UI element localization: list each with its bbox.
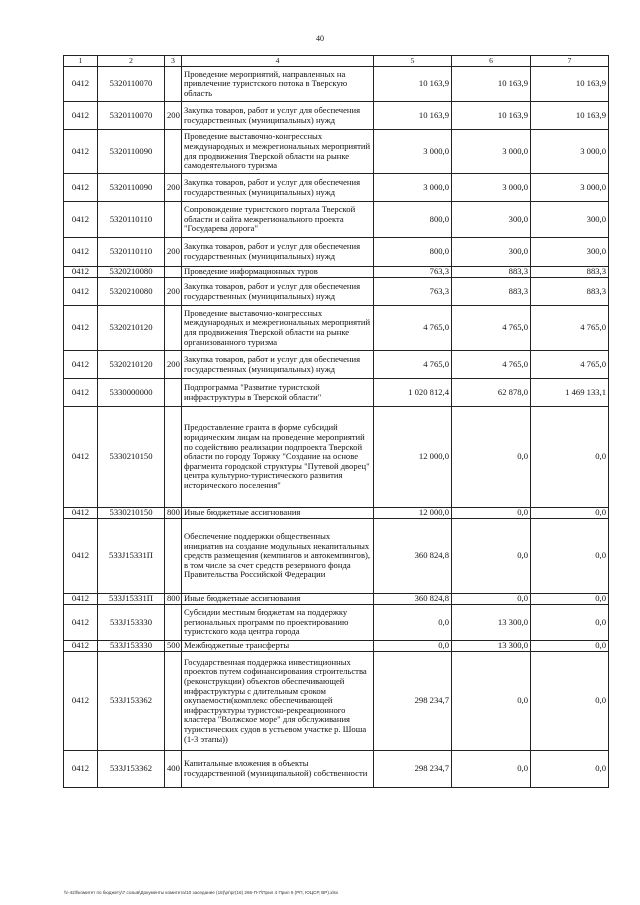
amount-2023-cell: 763,3	[374, 278, 452, 306]
amount-2025-cell: 0,0	[531, 508, 609, 519]
amount-2023-cell: 12 000,0	[374, 407, 452, 508]
target-code-cell: 5320210080	[98, 278, 165, 306]
section-code-cell: 0412	[64, 751, 98, 788]
expense-type-cell: 800	[165, 508, 182, 519]
amount-2024-cell: 4 765,0	[452, 306, 531, 351]
amount-2025-cell: 300,0	[531, 238, 609, 267]
amount-2025-cell: 0,0	[531, 594, 609, 605]
amount-2024-cell: 62 878,0	[452, 379, 531, 407]
table-row	[64, 67, 609, 102]
section-code-cell: 0412	[64, 508, 98, 519]
amount-2023-cell: 800,0	[374, 238, 452, 267]
amount-2025-cell: 1 469 133,1	[531, 379, 609, 407]
target-code-cell: 5320110070	[98, 102, 165, 130]
description-cell: Иные бюджетные ассигнования	[182, 508, 374, 519]
expense-type-cell	[165, 267, 182, 278]
amount-2025-cell: 10 163,9	[531, 67, 609, 102]
expense-type-cell: 200	[165, 102, 182, 130]
section-code-cell: 0412	[64, 278, 98, 306]
target-code-cell: 5320110110	[98, 202, 165, 238]
table-row	[64, 306, 609, 351]
amount-2025-cell: 883,3	[531, 267, 609, 278]
header-col-1: 1	[64, 56, 98, 67]
header-col-7: 7	[531, 56, 609, 67]
expense-type-cell	[165, 202, 182, 238]
target-code-cell: 5320110090	[98, 130, 165, 174]
amount-2024-cell: 4 765,0	[452, 351, 531, 379]
amount-2023-cell: 800,0	[374, 202, 452, 238]
target-code-cell: 5330210150	[98, 508, 165, 519]
amount-2024-cell: 300,0	[452, 238, 531, 267]
table-body	[64, 67, 609, 788]
amount-2023-cell: 4 765,0	[374, 306, 452, 351]
table-row	[64, 130, 609, 174]
expense-type-cell	[165, 306, 182, 351]
amount-2023-cell: 360 824,8	[374, 519, 452, 594]
amount-2024-cell: 300,0	[452, 202, 531, 238]
description-cell: Проведение мероприятий, направленных на привлечение туристского потока в Тверскую область	[182, 67, 374, 102]
description-cell: Закупка товаров, работ и услуг для обеспечения государственных (муниципальных) нужд	[182, 102, 374, 130]
target-code-cell: 5320210120	[98, 306, 165, 351]
page-number: 40	[316, 34, 324, 43]
amount-2025-cell: 4 765,0	[531, 351, 609, 379]
target-code-cell: 5320210080	[98, 267, 165, 278]
section-code-cell: 0412	[64, 102, 98, 130]
amount-2025-cell: 3 000,0	[531, 174, 609, 202]
amount-2024-cell: 0,0	[452, 508, 531, 519]
target-code-cell: 5320110090	[98, 174, 165, 202]
amount-2023-cell: 0,0	[374, 641, 452, 652]
amount-2024-cell: 3 000,0	[452, 174, 531, 202]
section-code-cell: 0412	[64, 605, 98, 641]
section-code-cell: 0412	[64, 594, 98, 605]
section-code-cell: 0412	[64, 652, 98, 751]
description-cell: Подпрограмма "Развитие туристской инфраструктуры в Тверской области"	[182, 379, 374, 407]
description-cell: Обеспечение поддержки общественных инициатив на создание модульных некапитальных средств размещения (кемпингов и автокемпингов), в том числе за счет средств резервного фонда Правительства Российской Федерации	[182, 519, 374, 594]
description-cell: Капитальные вложения в объекты государственной (муниципальной) собственности	[182, 751, 374, 788]
header-col-3: 3	[165, 56, 182, 67]
table-row	[64, 508, 609, 519]
expense-type-cell	[165, 652, 182, 751]
table-row	[64, 102, 609, 130]
amount-2025-cell: 0,0	[531, 407, 609, 508]
header-col-5: 5	[374, 56, 452, 67]
section-code-cell: 0412	[64, 641, 98, 652]
table-row	[64, 202, 609, 238]
section-code-cell: 0412	[64, 238, 98, 267]
section-code-cell: 0412	[64, 407, 98, 508]
amount-2024-cell: 0,0	[452, 519, 531, 594]
description-cell: Закупка товаров, работ и услуг для обеспечения государственных (муниципальных) нужд	[182, 278, 374, 306]
target-code-cell: 5320110070	[98, 67, 165, 102]
expense-type-cell	[165, 379, 182, 407]
target-code-cell: 533J153362	[98, 751, 165, 788]
target-code-cell: 5320110110	[98, 238, 165, 267]
amount-2025-cell: 300,0	[531, 202, 609, 238]
expense-type-cell	[165, 407, 182, 508]
budget-table	[63, 55, 609, 788]
description-cell: Иные бюджетные ассигнования	[182, 594, 374, 605]
amount-2024-cell: 10 163,9	[452, 102, 531, 130]
amount-2024-cell: 883,3	[452, 267, 531, 278]
section-code-cell: 0412	[64, 379, 98, 407]
amount-2025-cell: 3 000,0	[531, 130, 609, 174]
amount-2024-cell: 10 163,9	[452, 67, 531, 102]
target-code-cell: 5330210150	[98, 407, 165, 508]
amount-2023-cell: 12 000,0	[374, 508, 452, 519]
description-cell: Проведение информационных туров	[182, 267, 374, 278]
amount-2024-cell: 13 300,0	[452, 605, 531, 641]
target-code-cell: 533J153330	[98, 641, 165, 652]
table-row	[64, 594, 609, 605]
amount-2025-cell: 0,0	[531, 641, 609, 652]
amount-2024-cell: 0,0	[452, 594, 531, 605]
expense-type-cell: 800	[165, 594, 182, 605]
target-code-cell: 533J15331П	[98, 519, 165, 594]
section-code-cell: 0412	[64, 130, 98, 174]
table-row	[64, 652, 609, 751]
amount-2023-cell: 1 020 812,4	[374, 379, 452, 407]
table-header-row	[64, 56, 609, 67]
target-code-cell: 533J15331П	[98, 594, 165, 605]
amount-2023-cell: 360 824,8	[374, 594, 452, 605]
amount-2023-cell: 0,0	[374, 605, 452, 641]
amount-2023-cell: 763,3	[374, 267, 452, 278]
section-code-cell: 0412	[64, 267, 98, 278]
amount-2025-cell: 883,3	[531, 278, 609, 306]
expense-type-cell: 200	[165, 174, 182, 202]
footer-file-path: \\r-42\l\комитет по бюджету\7 созыв\Документы комитета\10 заседание (16)\pr\pr(16) 266-П-7\Прил 4 Прил 6 (РП, ЮЦСР, ВР).xlsx	[64, 890, 339, 895]
table-row	[64, 519, 609, 594]
amount-2025-cell: 0,0	[531, 605, 609, 641]
table-row	[64, 751, 609, 788]
section-code-cell: 0412	[64, 67, 98, 102]
amount-2023-cell: 298 234,7	[374, 652, 452, 751]
description-cell: Проведение выставочно-конгрессных международных и межрегиональных мероприятий для продвижения Тверской области на рынке самодеятельного туризма	[182, 130, 374, 174]
table-row	[64, 174, 609, 202]
description-cell: Закупка товаров, работ и услуг для обеспечения государственных (муниципальных) нужд	[182, 351, 374, 379]
amount-2025-cell: 0,0	[531, 519, 609, 594]
expense-type-cell: 400	[165, 751, 182, 788]
section-code-cell: 0412	[64, 174, 98, 202]
section-code-cell: 0412	[64, 202, 98, 238]
target-code-cell: 5330000000	[98, 379, 165, 407]
table-row	[64, 267, 609, 278]
amount-2024-cell: 0,0	[452, 652, 531, 751]
expense-type-cell: 200	[165, 351, 182, 379]
amount-2025-cell: 0,0	[531, 751, 609, 788]
table-row	[64, 605, 609, 641]
amount-2024-cell: 883,3	[452, 278, 531, 306]
description-cell: Сопровождение туристского портала Тверской области и сайта межрегионального проекта "Государева дорога"	[182, 202, 374, 238]
table-row	[64, 379, 609, 407]
amount-2023-cell: 3 000,0	[374, 130, 452, 174]
expense-type-cell: 200	[165, 278, 182, 306]
amount-2024-cell: 3 000,0	[452, 130, 531, 174]
table-row	[64, 351, 609, 379]
amount-2023-cell: 298 234,7	[374, 751, 452, 788]
amount-2023-cell: 3 000,0	[374, 174, 452, 202]
header-col-4: 4	[182, 56, 374, 67]
header-col-6: 6	[452, 56, 531, 67]
description-cell: Проведение выставочно-конгрессных международных и межрегиональных мероприятий для продвижения Тверской области на рынке организованного туризма	[182, 306, 374, 351]
table-row	[64, 278, 609, 306]
description-cell: Государственная поддержка инвестиционных проектов путем софинансирования строительства (реконструкции) объектов обеспечивающей инфраструктуры с длительным сроком окупаемости(комплекс обеспечивающей инфраструктуры туристско-рекреационного кластера "Волжское море" для обслуживания туристических судов в устьевом участке р. Шоша (1-3 этапы))	[182, 652, 374, 751]
amount-2025-cell: 4 765,0	[531, 306, 609, 351]
description-cell: Субсидии местным бюджетам на поддержку региональных программ по проектированию туристского кода центра города	[182, 605, 374, 641]
expense-type-cell: 200	[165, 238, 182, 267]
target-code-cell: 533J153330	[98, 605, 165, 641]
amount-2025-cell: 0,0	[531, 652, 609, 751]
description-cell: Закупка товаров, работ и услуг для обеспечения государственных (муниципальных) нужд	[182, 174, 374, 202]
table-row	[64, 407, 609, 508]
section-code-cell: 0412	[64, 306, 98, 351]
target-code-cell: 5320210120	[98, 351, 165, 379]
expense-type-cell	[165, 130, 182, 174]
table-row	[64, 238, 609, 267]
expense-type-cell	[165, 519, 182, 594]
description-cell: Предоставление гранта в форме субсидий юридическим лицам на проведение мероприятий по содействию реализации подпроекта Тверской области по городу Торжку "Создание на основе фрагмента городской структуры "Путевой дворец" центра культурно-туристического развития исторического поселения"	[182, 407, 374, 508]
target-code-cell: 533J153362	[98, 652, 165, 751]
description-cell: Межбюджетные трансферты	[182, 641, 374, 652]
header-col-2: 2	[98, 56, 165, 67]
amount-2023-cell: 10 163,9	[374, 102, 452, 130]
section-code-cell: 0412	[64, 351, 98, 379]
description-cell: Закупка товаров, работ и услуг для обеспечения государственных (муниципальных) нужд	[182, 238, 374, 267]
amount-2024-cell: 0,0	[452, 407, 531, 508]
table-row	[64, 641, 609, 652]
amount-2024-cell: 0,0	[452, 751, 531, 788]
amount-2025-cell: 10 163,9	[531, 102, 609, 130]
expense-type-cell	[165, 605, 182, 641]
section-code-cell: 0412	[64, 519, 98, 594]
expense-type-cell: 500	[165, 641, 182, 652]
amount-2023-cell: 10 163,9	[374, 67, 452, 102]
amount-2023-cell: 4 765,0	[374, 351, 452, 379]
amount-2024-cell: 13 300,0	[452, 641, 531, 652]
expense-type-cell	[165, 67, 182, 102]
